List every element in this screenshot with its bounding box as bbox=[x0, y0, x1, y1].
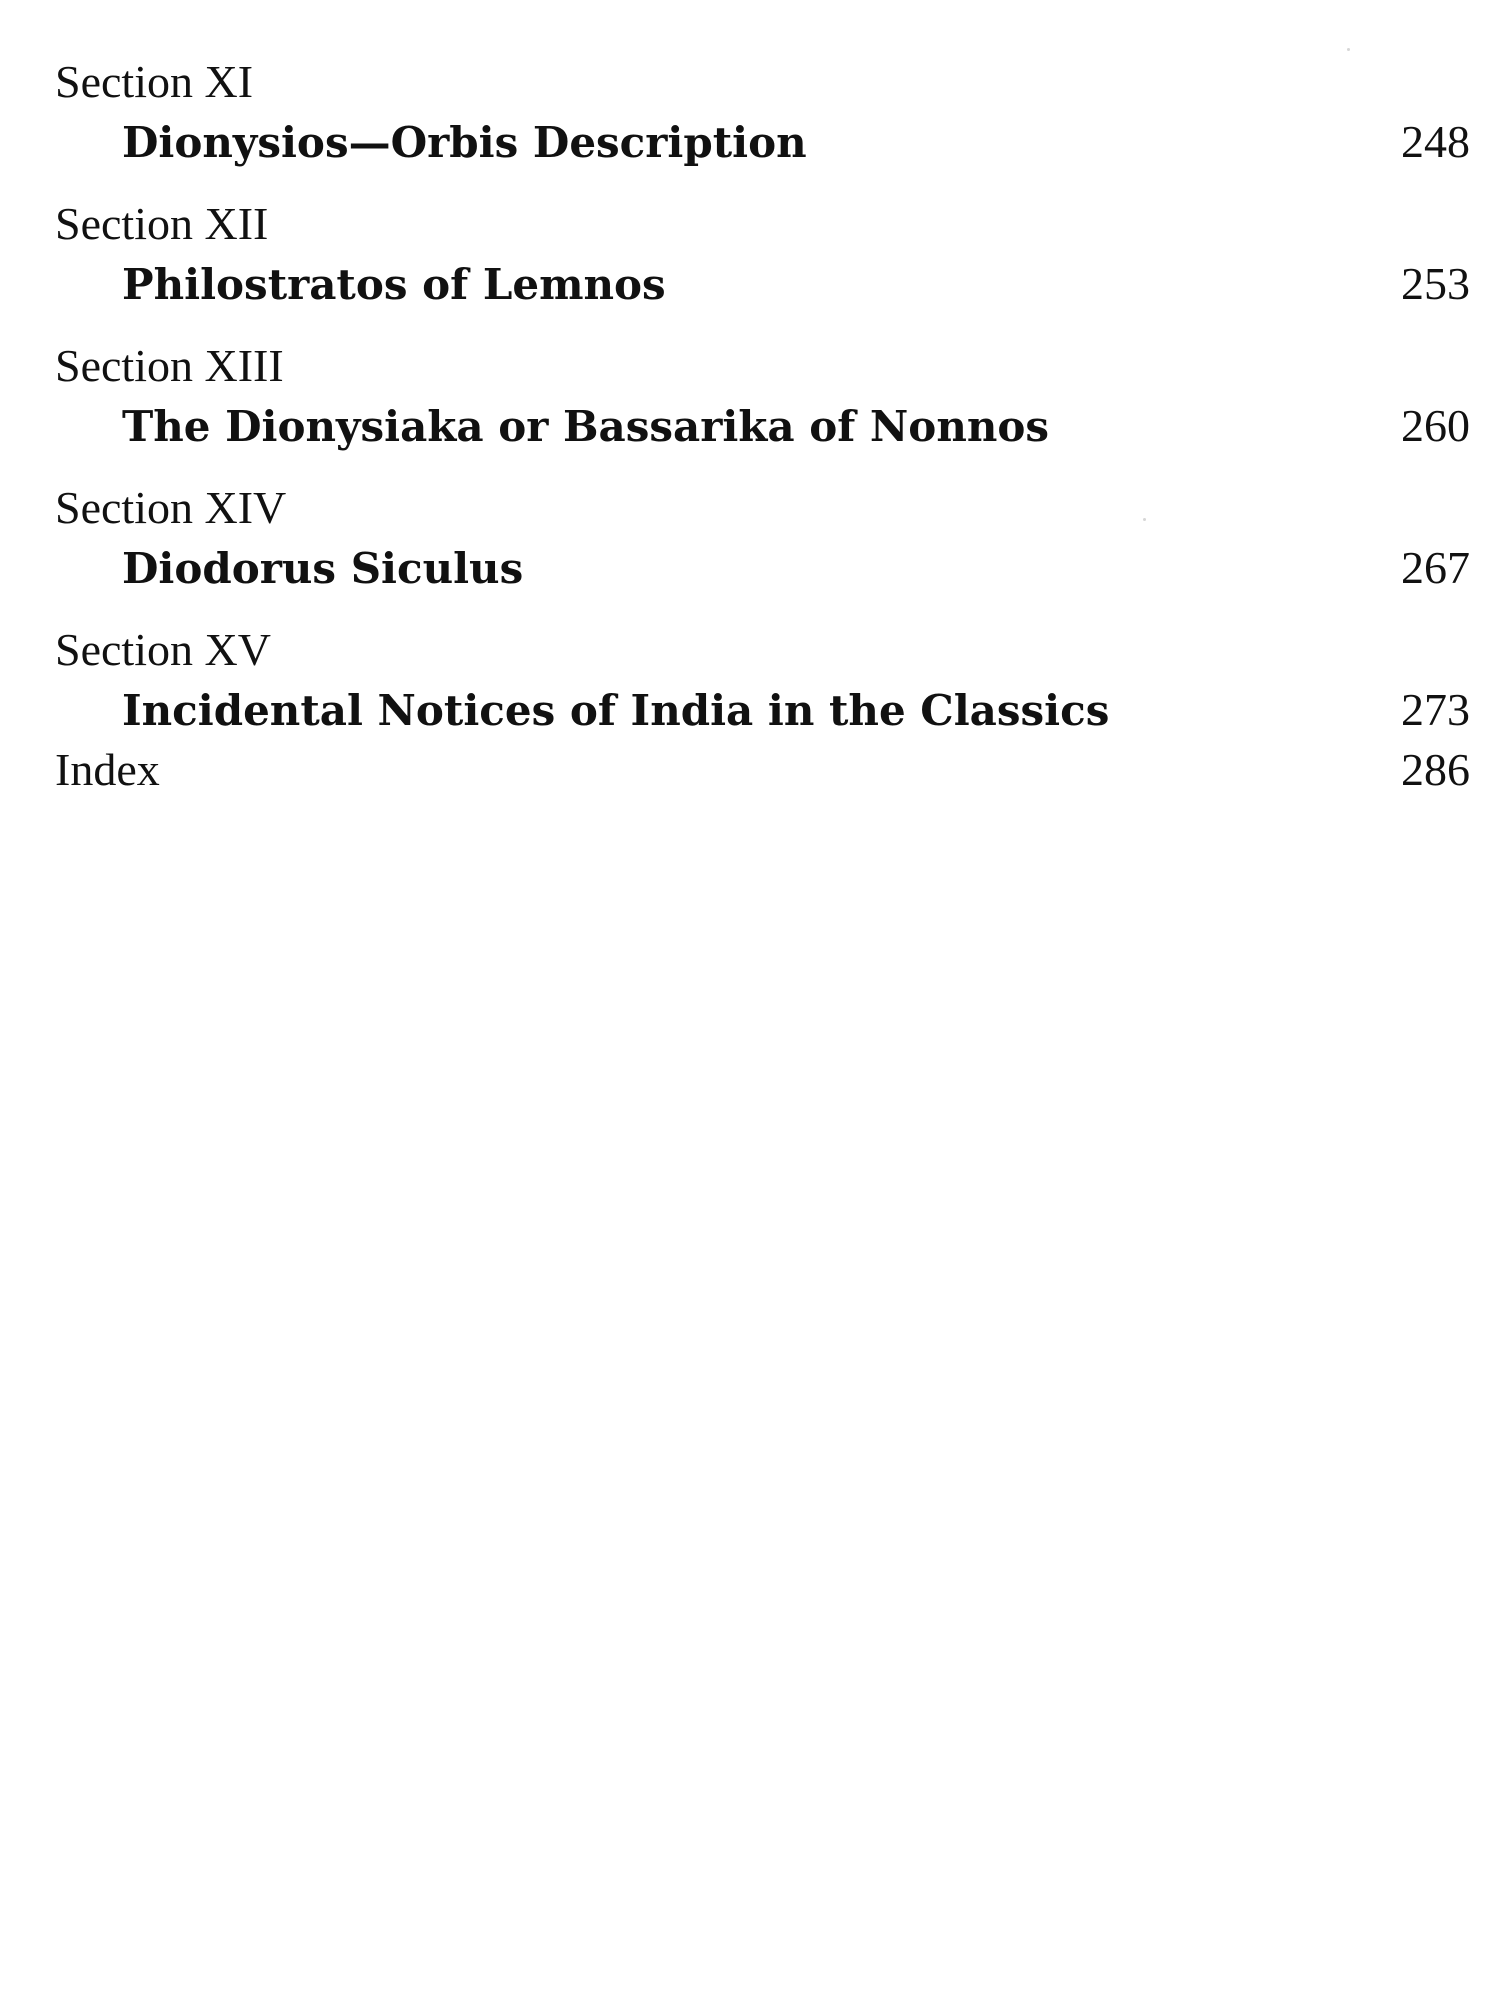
toc-section bbox=[55, 478, 1470, 620]
section-heading: Section XIII bbox=[55, 340, 284, 391]
scan-speck bbox=[1347, 48, 1350, 51]
toc-section bbox=[55, 336, 1470, 478]
table-of-contents bbox=[55, 52, 1470, 800]
entry-title: The Dionysiaka or Bassarika of Nonnos bbox=[122, 402, 1050, 451]
page-number: 253 bbox=[1401, 258, 1470, 309]
entry-title: Diodorus Siculus bbox=[122, 544, 524, 593]
entry-title: Philostratos of Lemnos bbox=[122, 260, 666, 309]
entry-title: Dionysios—Orbis Description bbox=[122, 118, 807, 167]
toc-entry[interactable] bbox=[55, 254, 1470, 336]
entry-title: Incidental Notices of India in the Classics bbox=[122, 686, 1110, 735]
page-number: 286 bbox=[1401, 744, 1470, 795]
toc-entry[interactable] bbox=[55, 538, 1470, 620]
page-number: 273 bbox=[1401, 684, 1470, 735]
section-heading: Section XII bbox=[55, 198, 269, 249]
page-number: 260 bbox=[1401, 400, 1470, 451]
section-heading: Section XIV bbox=[55, 482, 287, 533]
toc-entry[interactable] bbox=[55, 396, 1470, 478]
page-number: 248 bbox=[1401, 116, 1470, 167]
section-heading: Section XV bbox=[55, 624, 271, 675]
index-entry[interactable] bbox=[55, 740, 1470, 800]
toc-section bbox=[55, 194, 1470, 336]
toc-entry[interactable] bbox=[55, 112, 1470, 194]
toc-section bbox=[55, 52, 1470, 194]
index-label: Index bbox=[55, 744, 160, 795]
scan-speck bbox=[1143, 518, 1146, 521]
page-number: 267 bbox=[1401, 542, 1470, 593]
section-heading: Section XI bbox=[55, 56, 254, 107]
